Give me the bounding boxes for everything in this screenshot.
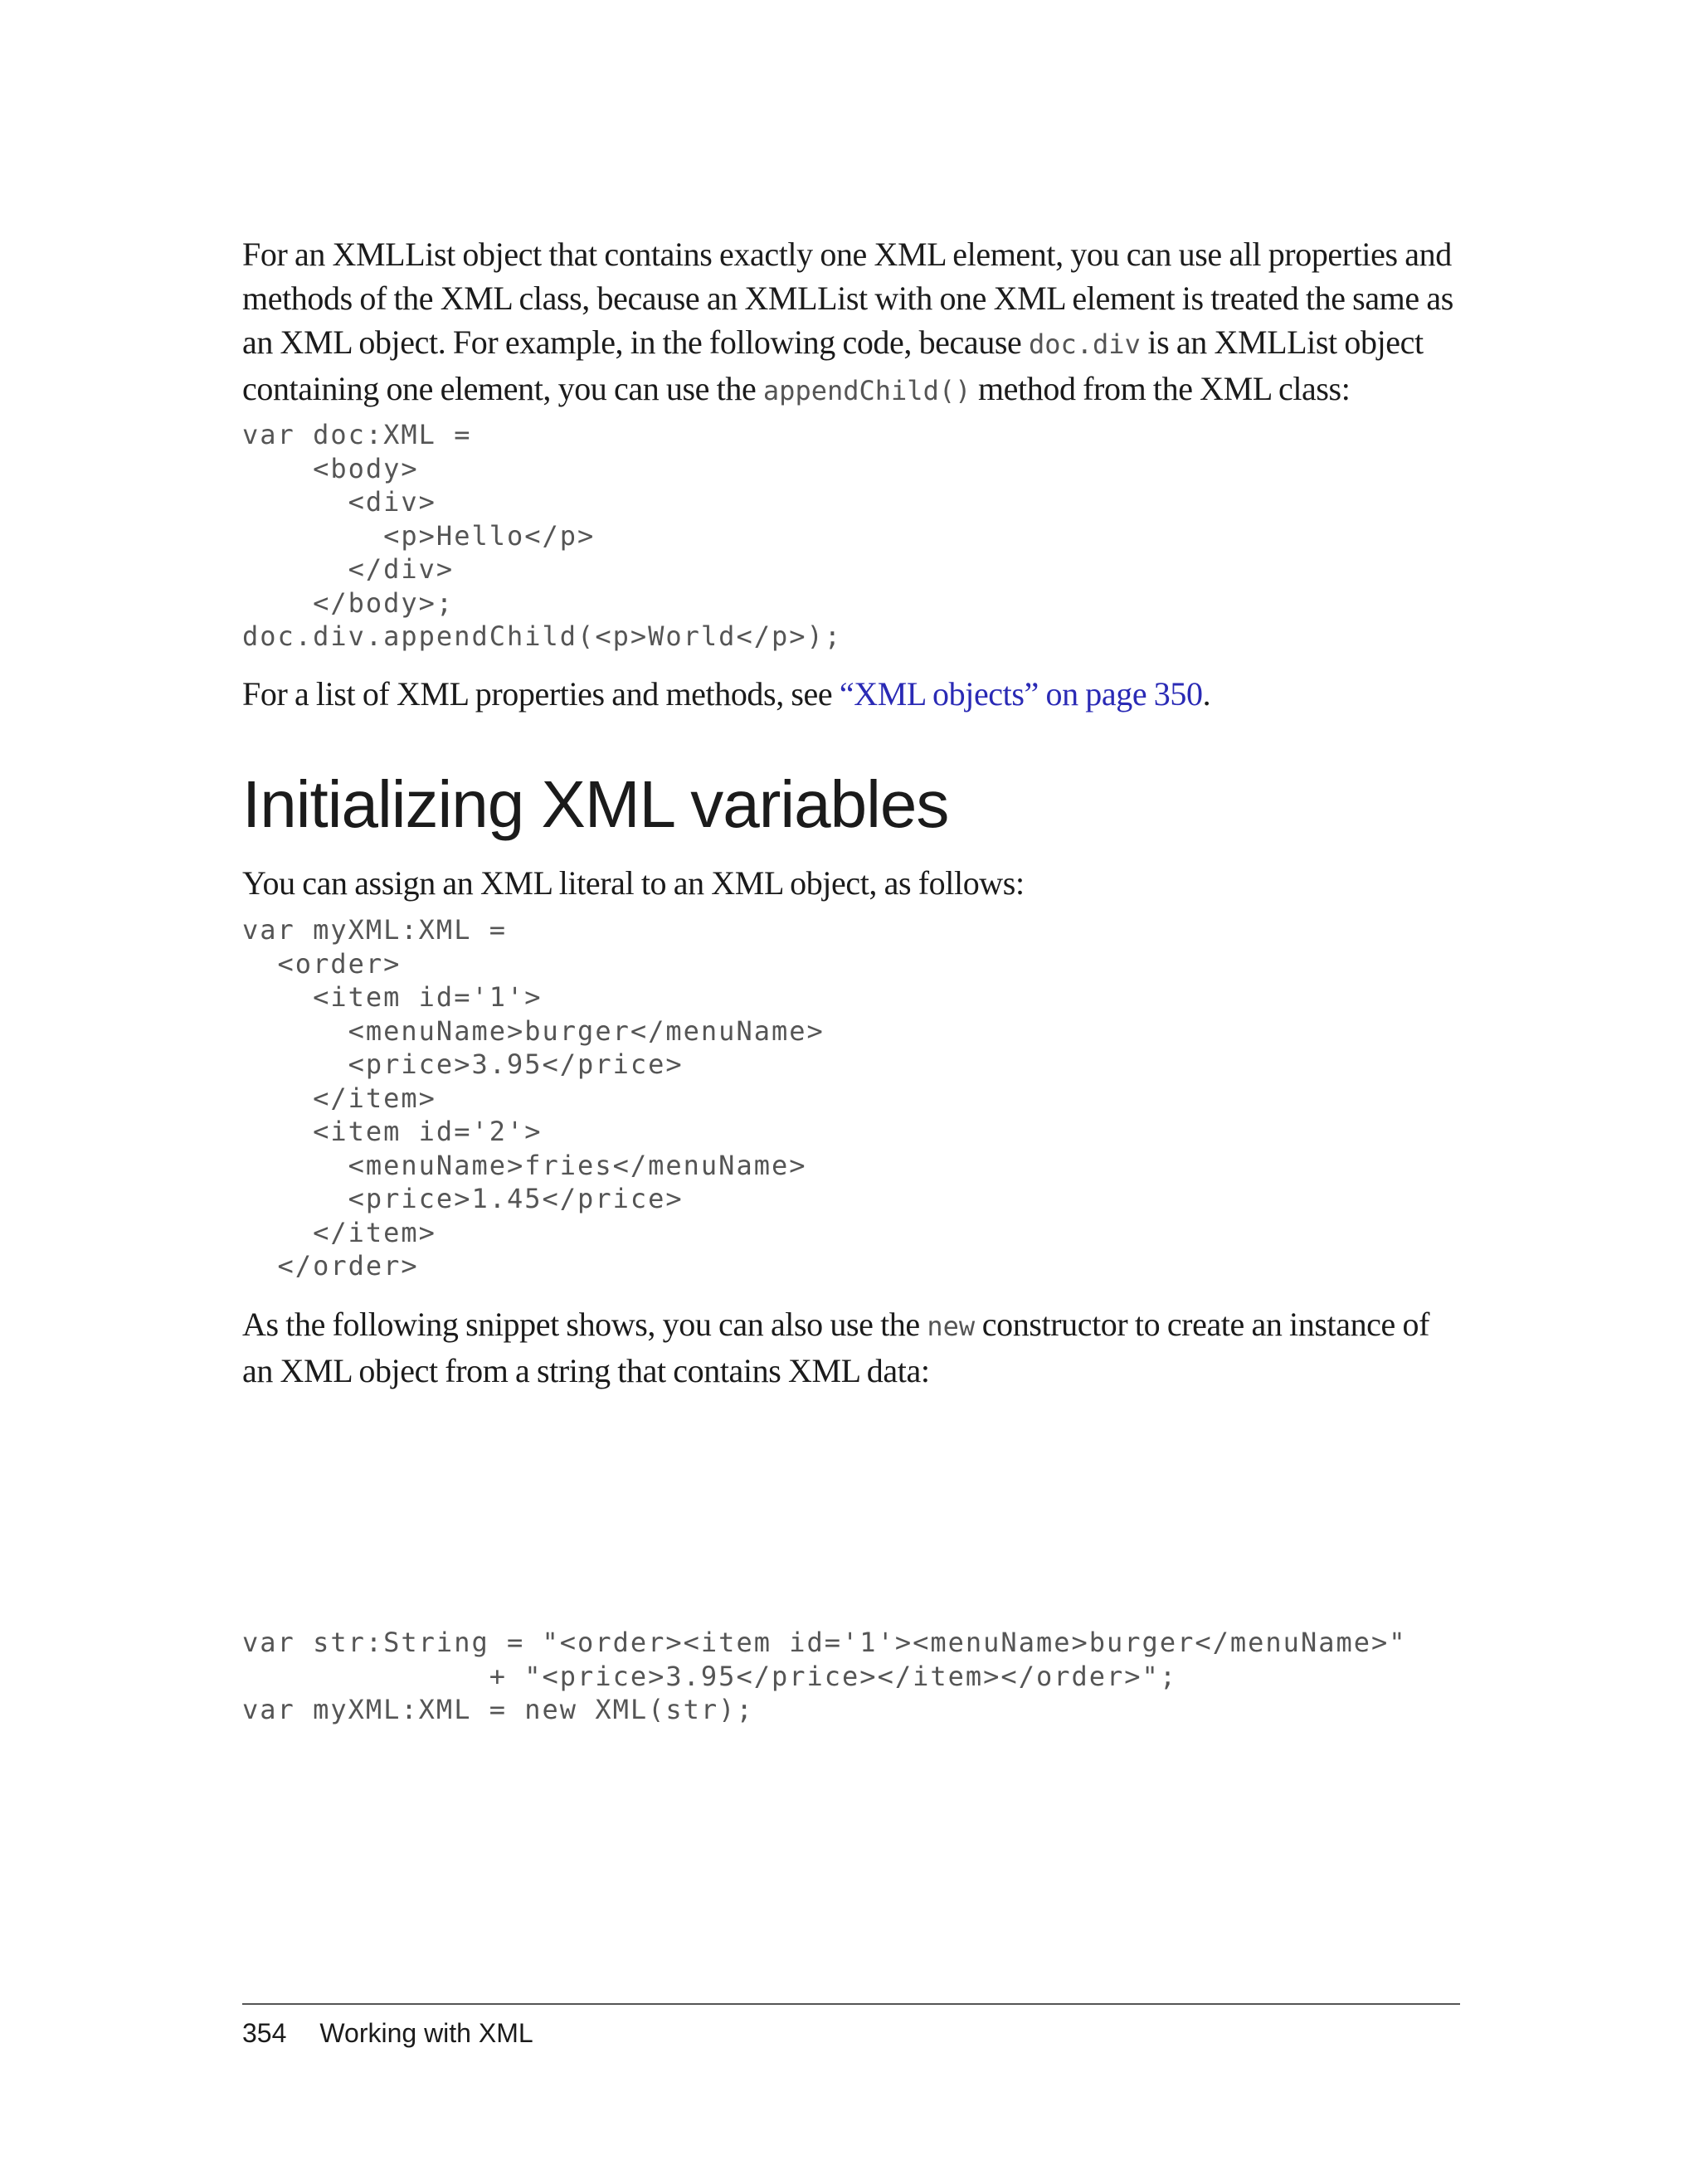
page-number: 354 [242,2018,287,2048]
xml-objects-link[interactable]: “XML objects” on page 350 [839,675,1203,713]
intro-text-1: For an XMLList object that contains exactly one XML element, you can use all properties and methods of the XML class, because an XMLList with one XML element is treated the same as an XML object. For example, in the following code, because [242,236,1453,361]
page-footer [242,2012,533,2054]
intro-text-3: method from the XML class: [971,370,1351,407]
footer-divider [242,2003,1460,2005]
constructor-text-2: constructor to create an instance of an XML object from a string that contains XML data: [242,1306,1430,1389]
see-also-text: For a list of XML properties and methods, see [242,675,840,713]
inline-code-appendchild: appendChild() [762,375,971,406]
see-also-period: . [1202,675,1211,713]
constructor-paragraph [242,1302,1460,1393]
section-heading: Initializing XML variables [242,767,949,841]
code-block-xml-constructor: var str:String = "<order><item id='1'><menuName>burger</menuName>" + "<price>3.95</price></item></order>"; var myXML:XML = new XML(str); [242,1627,1407,1725]
inline-code-new: new [927,1311,976,1342]
inline-code-doc-div: doc.div [1028,328,1141,360]
constructor-text-1: As the following snippet shows, you can also use the [242,1306,927,1343]
see-also-paragraph [242,672,1210,716]
intro-paragraph [242,232,1460,413]
chapter-title: Working with XML [319,2018,533,2048]
code-block-xml-literal: var myXML:XML = <order> <item id='1'> <menuName>burger</menuName> <price>3.95</price> </item> <item id='2'> <menuName>fries</menuName> <price>1.45</price> </item> </order> [242,914,825,1282]
code-block-appendchild: var doc:XML = <body> <div> <p>Hello</p> </div> </body>; doc.div.appendChild(<p>World</p>); [242,419,843,652]
intro-text-2: is an XMLList object containing one element, you can use the [242,323,1424,407]
xml-literal-paragraph: You can assign an XML literal to an XML object, as follows: [242,864,1025,902]
